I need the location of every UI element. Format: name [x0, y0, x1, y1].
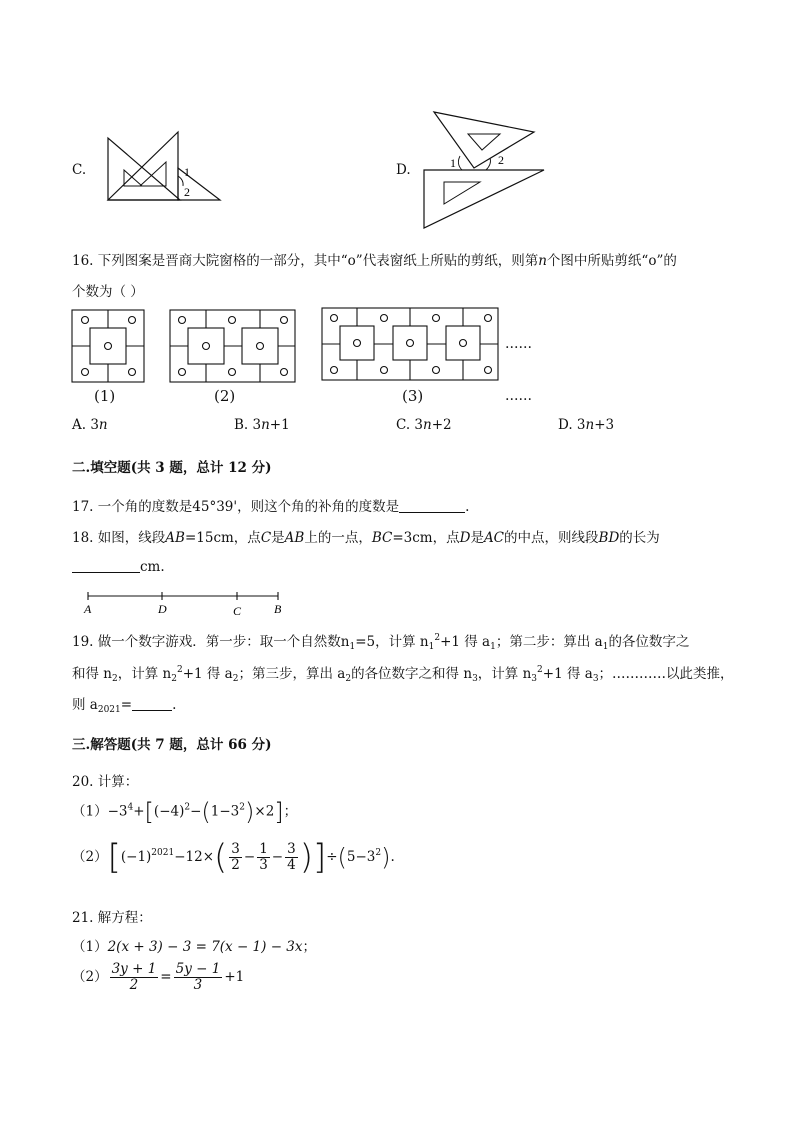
- point-c-label: C: [233, 604, 242, 618]
- ellipsis: ……: [505, 336, 532, 352]
- figure-caption-3: (3): [402, 387, 424, 405]
- q21-equation-2: （2） $\frac{3y + 1}{2}$ = $\frac{5y - 1}{3}$ +1: [72, 961, 245, 993]
- option-b: B. 3n+1: [234, 417, 290, 433]
- question-18: 18. 如图，线段AB=15cm，点C是AB上的一点，BC=3cm，点D是AC的中点，则线段BD的长为: [72, 530, 660, 546]
- section-heading: 二.填空题(共 3 题，总计 12 分): [72, 460, 272, 476]
- variable-n: n: [538, 253, 547, 269]
- answer-blank[interactable]: [399, 498, 465, 513]
- question-16: [72, 249, 677, 269]
- ellipsis: ……: [505, 388, 532, 404]
- option-d: D. 3n+3: [558, 417, 615, 433]
- q20-expression-2: $(2)[(-1)^{2021}-12\times$( $\frac{3}{2}$ − $\frac{1}{3}$ − $\frac{3}{4}$ )]$\div(5-3^2)$.: [72, 837, 395, 878]
- segment-figure: [80, 588, 290, 618]
- question-18-answer: cm.: [72, 558, 165, 575]
- figure-option-c: [100, 128, 230, 208]
- angle-1-label: 1: [184, 165, 190, 179]
- question-number: 16.: [72, 253, 94, 269]
- lattice-pattern-2: [170, 310, 295, 382]
- question-21: 21. 解方程：: [72, 910, 152, 926]
- option-c-label: C.: [72, 162, 87, 178]
- lattice-pattern-1: [72, 310, 144, 382]
- angle-2-label: 2: [498, 153, 504, 167]
- question-20: 20. 计算：: [72, 774, 139, 790]
- q20-expression-1: $(1)-3^4+[(-4)^2-(1-3^2)\times 2]$；: [72, 798, 298, 826]
- lattice-pattern-3: [322, 308, 498, 380]
- question-19-line3: 则 $a_{2021}=$ .: [72, 697, 177, 715]
- question-19-line2: 和得 $n_2$，计算 $n_2^2+1$ 得 $a_2$；第三步，算出 $a_2$的各位数字之和得 $n_3$，计算 $n_3^2+1$ 得 $a_3$；…………以此类推，: [72, 665, 734, 684]
- point-d-label: D: [158, 602, 167, 616]
- answer-blank[interactable]: [72, 558, 140, 573]
- answer-blank[interactable]: [132, 696, 172, 711]
- section-heading: 三.解答题(共 7 题，总计 66 分): [72, 737, 272, 753]
- window-lattice-figures: [60, 302, 560, 412]
- point-b-label: B: [274, 602, 282, 616]
- question-17: 17. 一个角的度数是45°39'，则这个角的补角的度数是 .: [72, 499, 470, 515]
- point-a-label: A: [84, 602, 92, 616]
- option-d-label: D.: [396, 162, 411, 178]
- figure-option-d: [420, 108, 550, 230]
- option-c: C. 3n+2: [396, 417, 452, 433]
- question-16-cont: 个数为（ ）: [72, 284, 144, 300]
- question-text: 下列图案是晋商大院窗格的一部分，其中“ο”代表窗纸上所贴的剪纸，则第: [97, 253, 539, 269]
- q21-equation-1: （1）2(x + 3) − 3 = 7(x − 1) − 3x；: [72, 939, 317, 955]
- figure-caption-1: (1): [94, 387, 116, 405]
- figure-caption-2: (2): [214, 387, 236, 405]
- angle-2-label: 2: [184, 185, 190, 199]
- option-a: A. 3n: [72, 417, 108, 433]
- question-text: 个图中所贴剪纸“ο”的: [546, 253, 677, 269]
- question-19: 19. 做一个数字游戏．第一步：取一个自然数$n_1=5$，计算 $n_1^2+1$ 得 $a_1$；第二步：算出 $a_1$的各位数字之: [72, 633, 690, 652]
- angle-1-label: 1: [450, 156, 456, 170]
